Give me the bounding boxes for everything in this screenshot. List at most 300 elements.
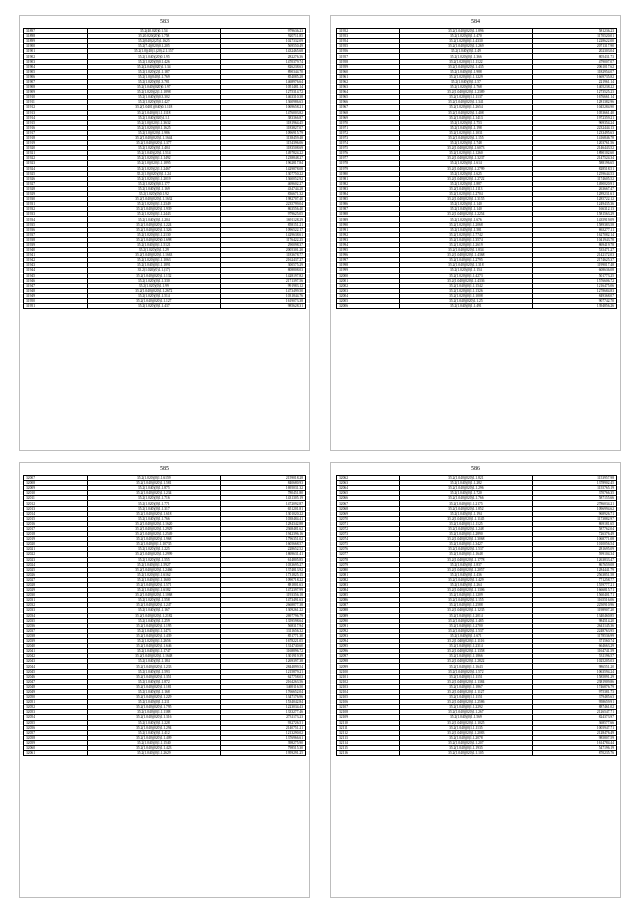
row-id-cell: 31934 bbox=[24, 217, 88, 222]
row-code-cell: 35.2(1.040)(0)1.1.569 bbox=[400, 715, 532, 720]
row-value-cell: 614805.85 bbox=[220, 557, 305, 562]
row-code-cell: 35.2(1.040)(020)1.1.618 bbox=[87, 511, 220, 516]
row-id-cell: 32075 bbox=[337, 542, 400, 547]
row-code-cell: 35.2(1.040)(020)1.1.1663 bbox=[87, 253, 220, 258]
row-id-cell: 32033 bbox=[24, 608, 88, 613]
row-id-cell: 32083 bbox=[337, 582, 400, 587]
row-code-cell: 35.2(1.040)(020)1.1.2389 bbox=[400, 90, 532, 95]
row-value-cell: 1376966.61 bbox=[220, 735, 305, 740]
row-value-cell: 1476003.82 bbox=[220, 110, 305, 115]
row-value-cell: 599104.34 bbox=[532, 552, 617, 557]
row-id-cell: 32027 bbox=[24, 577, 88, 582]
row-id-cell: 31904 bbox=[24, 64, 88, 69]
row-id-cell: 32110 bbox=[337, 720, 400, 725]
row-id-cell: 32029 bbox=[24, 588, 88, 593]
row-id-cell: 32062 bbox=[337, 476, 400, 481]
row-code-cell: 35.2(1.040)(20)0.1.95 bbox=[87, 54, 220, 59]
row-value-cell: 1619073.38 bbox=[220, 298, 305, 303]
row-code-cell: 35.2(1.040)(020)1.1.439 bbox=[87, 633, 220, 638]
row-value-cell: 851771.30 bbox=[220, 633, 305, 638]
row-id-cell: 32031 bbox=[24, 598, 88, 603]
data-table bbox=[23, 475, 306, 756]
row-code-cell: 35.2(1.040)(020)1.1.646 bbox=[87, 644, 220, 649]
row-value-cell: 547196.19 bbox=[532, 745, 617, 750]
row-code-cell: 35.2(1.020)(0)1.1.1063 bbox=[87, 258, 220, 263]
row-code-cell: 35.2(1.020)(0)1.1.6159 bbox=[87, 476, 220, 481]
row-value-cell: 2061017.62 bbox=[532, 64, 617, 69]
row-code-cell: 35.2(1.020)(0)1.1.140 bbox=[400, 202, 532, 207]
row-id-cell: 32071 bbox=[337, 521, 400, 526]
row-value-cell: 1155765.19 bbox=[532, 486, 617, 491]
row-value-cell: 920711.85 bbox=[220, 34, 305, 39]
row-code-cell: 35.2(1.040)(0)1.1.211 bbox=[87, 700, 220, 705]
row-value-cell: 379485.63 bbox=[532, 695, 617, 700]
row-id-cell: 32015 bbox=[24, 516, 88, 521]
row-code-cell: 35.2(1.020)(0)1.1.676 bbox=[400, 217, 532, 222]
row-code-cell: 35.2(1.040)(0)1.1.988 bbox=[400, 69, 532, 74]
row-id-cell: 31966 bbox=[337, 100, 400, 105]
row-id-cell: 32035 bbox=[24, 618, 88, 623]
row-id-cell: 32064 bbox=[337, 486, 400, 491]
row-code-cell: 35.2(1.040)(020)1.1.409 bbox=[87, 735, 220, 740]
row-code-cell: 35.2(1.020)(0)1.1.4273 bbox=[400, 273, 532, 278]
row-id-cell: 32101 bbox=[337, 674, 400, 679]
row-value-cell: 1170520.01 bbox=[532, 34, 617, 39]
row-value-cell: 1281382.96 bbox=[532, 100, 617, 105]
row-code-cell: 35.2(1.020)(0)1.1.(17) bbox=[87, 268, 220, 273]
row-id-cell: 31948 bbox=[24, 288, 88, 293]
row-id-cell: 31940 bbox=[24, 248, 88, 253]
row-value-cell: 808808.03 bbox=[220, 268, 305, 273]
row-id-cell: 32040 bbox=[24, 644, 88, 649]
row-value-cell: 863277.11 bbox=[532, 227, 617, 232]
row-code-cell: 35.2(1.040)(020)1.1.968 bbox=[87, 537, 220, 542]
row-code-cell: 35.2(1.040)(020)1.1.4368 bbox=[400, 253, 532, 258]
row-value-cell: 581236.23 bbox=[532, 29, 617, 34]
row-code-cell: 35.2(1.040)(0)1.1.2700 bbox=[400, 623, 532, 628]
page-number: 584 bbox=[471, 19, 480, 25]
row-id-cell: 31970 bbox=[337, 120, 400, 125]
row-code-cell: 35.2(1.040)(020)1.1.127 bbox=[87, 298, 220, 303]
table-row bbox=[337, 304, 617, 309]
row-code-cell: 35.2(1.040)(0)1.1.1473 bbox=[87, 628, 220, 633]
row-id-cell: 32016 bbox=[24, 521, 88, 526]
row-id-cell: 32020 bbox=[24, 542, 88, 547]
row-code-cell: 35.2(1.020)(0)1.1.1326 bbox=[400, 288, 532, 293]
row-value-cell: 2171397.56 bbox=[220, 278, 305, 283]
row-code-cell: 35.2(1.020)(0)1.1.771 bbox=[87, 501, 220, 506]
row-id-cell: 32103 bbox=[337, 684, 400, 689]
row-code-cell: 35.2(1.040)(0)1.1.2314 bbox=[400, 644, 532, 649]
row-code-cell: 35.2(1.020)(0)1.1.330 bbox=[87, 278, 220, 283]
row-value-cell: 1435919.09 bbox=[532, 217, 617, 222]
row-value-cell: 434744.28 bbox=[220, 186, 305, 191]
row-id-cell: 31961 bbox=[337, 74, 400, 79]
row-id-cell: 32094 bbox=[337, 639, 400, 644]
row-value-cell: 985628.31 bbox=[220, 304, 305, 309]
row-value-cell: 531196.57 bbox=[532, 654, 617, 659]
row-id-cell: 32090 bbox=[337, 618, 400, 623]
row-code-cell: 35.2(1.0401)(040)0.1.118 bbox=[87, 105, 220, 110]
row-id-cell: 31899 bbox=[24, 39, 88, 44]
row-value-cell: 1347176.96 bbox=[220, 695, 305, 700]
row-id-cell: 31967 bbox=[337, 105, 400, 110]
row-value-cell: 2142172.03 bbox=[532, 253, 617, 258]
row-id-cell: 32022 bbox=[24, 552, 88, 557]
row-value-cell: 479007.07 bbox=[532, 59, 617, 64]
row-code-cell: 35.2(1.040)(0)1.1.168 bbox=[87, 689, 220, 694]
row-value-cell: 1469116.50 bbox=[220, 684, 305, 689]
row-code-cell: 35.2(1.040)(0)1.1.2014 bbox=[400, 613, 532, 618]
row-value-cell: 1164741.59 bbox=[532, 649, 617, 654]
row-code-cell: 35.2(1.020)(0)1.1.1260 bbox=[400, 151, 532, 156]
row-id-cell: 31952 bbox=[337, 29, 400, 34]
row-value-cell: 300575.29 bbox=[220, 263, 305, 268]
row-id-cell: 31958 bbox=[337, 59, 400, 64]
row-id-cell: 31950 bbox=[24, 298, 88, 303]
row-code-cell: 35.2(1.040)(0)1.1.1600 bbox=[87, 577, 220, 582]
row-code-cell: 35.2(1.040)(0)1.1.1891 bbox=[87, 263, 220, 268]
row-code-cell: 35.2(1.020)(0)1.3.781 bbox=[87, 79, 220, 84]
row-value-cell: 383366.87 bbox=[220, 115, 305, 120]
row-code-cell: 35.2(1.020)(0)1.1.154 bbox=[400, 268, 532, 273]
row-id-cell: 31926 bbox=[24, 176, 88, 181]
row-value-cell: 588196.65 bbox=[532, 161, 617, 166]
row-value-cell: 1731825.15 bbox=[220, 572, 305, 577]
row-value-cell: 985807.59 bbox=[532, 735, 617, 740]
row-id-cell: 31918 bbox=[24, 135, 88, 140]
row-value-cell: 1263833.47 bbox=[532, 557, 617, 562]
row-value-cell: 2731173.23 bbox=[220, 715, 305, 720]
row-value-cell: 1676661.14 bbox=[532, 95, 617, 100]
row-id-cell: 31898 bbox=[24, 34, 88, 39]
row-value-cell: 881801.63 bbox=[220, 582, 305, 587]
row-value-cell: 849368.07 bbox=[532, 293, 617, 298]
row-code-cell: 35.2(1.040)(0)1.1.2795 bbox=[400, 258, 532, 263]
row-id-cell: 32003 bbox=[337, 288, 400, 293]
row-id-cell: 31976 bbox=[337, 151, 400, 156]
row-code-cell: 35.2(1.040)(020)1.1.181 bbox=[87, 684, 220, 689]
row-code-cell: 35.2(1.040)(020)1.1.2822 bbox=[400, 659, 532, 664]
row-value-cell: 2844899.54 bbox=[220, 664, 305, 669]
row-code-cell: 35.2(1.020)(0)1.1.2349 bbox=[87, 202, 220, 207]
row-value-cell: 1333277.46 bbox=[220, 710, 305, 715]
row-id-cell: 31968 bbox=[337, 110, 400, 115]
row-id-cell: 31977 bbox=[337, 156, 400, 161]
row-value-cell: 1666815.71 bbox=[532, 588, 617, 593]
row-id-cell: 31949 bbox=[24, 293, 88, 298]
row-code-cell: 35.2(1.0)(020)1.1.3632 bbox=[87, 120, 220, 125]
row-code-cell: 35.2(1.040)(020)1.1.247 bbox=[87, 603, 220, 608]
row-code-cell: 35.2(1.040)(020)1.1.852 bbox=[400, 506, 532, 511]
row-value-cell: 1394856.26 bbox=[532, 304, 617, 309]
row-id-cell: 32047 bbox=[24, 679, 88, 684]
row-id-cell: 32023 bbox=[24, 557, 88, 562]
row-value-cell: 1309261.22 bbox=[220, 608, 305, 613]
row-code-cell: 35.2(1.040)(020)1.1.25 bbox=[400, 298, 532, 303]
row-code-cell: 35.2(1.020)(0)1.1.748 bbox=[400, 141, 532, 146]
row-id-cell: 31957 bbox=[337, 54, 400, 59]
row-code-cell: 35.2(1.040)(020)1.1.294 bbox=[87, 725, 220, 730]
row-value-cell: 1534042.84 bbox=[220, 700, 305, 705]
row-value-cell: 1560401.71 bbox=[532, 593, 617, 598]
row-id-cell: 31902 bbox=[24, 54, 88, 59]
row-code-cell: 35.2(1.040)(0)1.1.1118 bbox=[87, 110, 220, 115]
row-code-cell: 35.2(1.040)(020)1.1.377 bbox=[87, 141, 220, 146]
row-code-cell: 35.2(1.040)(020)1.1.795 bbox=[87, 705, 220, 710]
row-value-cell: 1096522.17 bbox=[220, 227, 305, 232]
row-value-cell: 1869631.41 bbox=[220, 552, 305, 557]
row-value-cell: 1096915.79 bbox=[220, 130, 305, 135]
row-value-cell: 1285722.12 bbox=[532, 197, 617, 202]
row-id-cell: 31906 bbox=[24, 74, 88, 79]
row-id-cell: 31985 bbox=[337, 197, 400, 202]
row-value-cell: 1165516.06 bbox=[532, 598, 617, 603]
row-value-cell: 1627082.14 bbox=[532, 232, 617, 237]
row-value-cell: 836671.32 bbox=[220, 192, 305, 197]
row-code-cell: 35.2(1.040)(20)1.1.514 bbox=[87, 151, 220, 156]
row-code-cell: 35.2(1.020)(0)1.1.716 bbox=[87, 496, 220, 501]
row-code-cell: 35.2(1.040)(0)1.1.1935 bbox=[400, 745, 532, 750]
row-id-cell: 31921 bbox=[24, 151, 88, 156]
row-value-cell: 890344.70 bbox=[220, 69, 305, 74]
row-code-cell: 35.2(1.040)(0)1.1.49 bbox=[400, 49, 532, 54]
row-id-cell: 32018 bbox=[24, 532, 88, 537]
row-code-cell: 35.2(1.020)(0)1.1.2068 bbox=[400, 222, 532, 227]
row-code-cell: 35.2(1.040)(020)1.1.2799 bbox=[400, 166, 532, 171]
document-page-583 bbox=[19, 15, 310, 451]
row-value-cell: 1215879.21 bbox=[220, 669, 305, 674]
row-code-cell: 35.2(1.020)(0)1.1.2443 bbox=[87, 212, 220, 217]
row-id-cell: 31941 bbox=[24, 253, 88, 258]
row-id-cell: 31901 bbox=[24, 49, 88, 54]
row-value-cell: 2250910.96 bbox=[532, 603, 617, 608]
row-code-cell: 35.2(1.020)(0)1.1.404 bbox=[87, 146, 220, 151]
row-code-cell: 35.2(1.040)(020)1.1.248 bbox=[400, 526, 532, 531]
row-code-cell: 35.2(1.020)(0)0.1.1625 bbox=[87, 125, 220, 130]
row-code-cell: 35.2(1.040)(0)1.1.837 bbox=[400, 562, 532, 567]
row-id-cell: 32001 bbox=[337, 278, 400, 283]
row-value-cell: 1589383.58 bbox=[532, 222, 617, 227]
row-id-cell: 31938 bbox=[24, 237, 88, 242]
row-code-cell: 35.2(1.040)(0)1.1.872 bbox=[87, 679, 220, 684]
document-page-584 bbox=[330, 15, 621, 451]
row-value-cell: 2697796.79 bbox=[220, 613, 305, 618]
row-code-cell: 35.2(1.040)(0)1.1.875 bbox=[87, 486, 220, 491]
row-code-cell: 35.2(1.020)(0)1.1.753 bbox=[400, 120, 532, 125]
row-value-cell: 2146443.52 bbox=[532, 146, 617, 151]
row-value-cell: 984514.20 bbox=[532, 618, 617, 623]
row-id-cell: 32019 bbox=[24, 537, 88, 542]
row-id-cell: 31932 bbox=[24, 207, 88, 212]
row-value-cell: 907742.70 bbox=[532, 298, 617, 303]
row-id-cell: 31971 bbox=[337, 125, 400, 130]
row-id-cell: 32076 bbox=[337, 547, 400, 552]
row-value-cell: 1289231.61 bbox=[532, 192, 617, 197]
row-id-cell: 31991 bbox=[337, 227, 400, 232]
row-value-cell: 2248763.95 bbox=[532, 628, 617, 633]
row-value-cell: 1182954.07 bbox=[532, 69, 617, 74]
row-code-cell: 35.2(1.020)(0)1.1.1008 bbox=[400, 293, 532, 298]
row-value-cell: 2128476.49 bbox=[532, 730, 617, 735]
row-value-cell: 569550.49 bbox=[220, 44, 305, 49]
row-code-cell: 35.2(1.040)(0)1.1.2890 bbox=[400, 532, 532, 537]
row-id-cell: 31973 bbox=[337, 135, 400, 140]
row-id-cell: 32044 bbox=[24, 664, 88, 669]
row-id-cell: 32091 bbox=[337, 623, 400, 628]
row-value-cell: 1307750.22 bbox=[220, 171, 305, 176]
row-value-cell: 1428197.82 bbox=[220, 273, 305, 278]
row-value-cell: 398275.90 bbox=[220, 740, 305, 745]
row-value-cell: 1233495.63 bbox=[532, 130, 617, 135]
row-value-cell: 1168896.72 bbox=[220, 649, 305, 654]
row-value-cell: 1096994.62 bbox=[532, 506, 617, 511]
row-code-cell: 35.2(1.040)(0)1.1.317 bbox=[87, 506, 220, 511]
row-id-cell: 32008 bbox=[24, 481, 88, 486]
row-code-cell: 35.2(1.040)(020)1.1.2466 bbox=[87, 567, 220, 572]
row-value-cell: 1432465.68 bbox=[220, 49, 305, 54]
row-value-cell: 2668877.38 bbox=[220, 603, 305, 608]
row-code-cell: 35.2(1.020)(0)1.1.1492 bbox=[87, 156, 220, 161]
row-id-cell: 31900 bbox=[24, 44, 88, 49]
row-value-cell: 780451.80 bbox=[220, 491, 305, 496]
row-code-cell: 35.2(1.040)(020)1.1.1025 bbox=[400, 720, 532, 725]
row-value-cell: 975381.73 bbox=[532, 689, 617, 694]
row-id-cell: 31992 bbox=[337, 232, 400, 237]
row-id-cell: 32034 bbox=[24, 613, 88, 618]
row-value-cell: 1796351.02 bbox=[220, 537, 305, 542]
row-value-cell: 979625.05 bbox=[220, 212, 305, 217]
row-value-cell: 1378902.45 bbox=[532, 481, 617, 486]
row-value-cell: 2005301.20 bbox=[220, 248, 305, 253]
row-value-cell: 1193356.18 bbox=[220, 593, 305, 598]
row-value-cell: 1138459.48 bbox=[220, 135, 305, 140]
row-value-cell: 1473499.50 bbox=[220, 288, 305, 293]
row-id-cell: 31959 bbox=[337, 64, 400, 69]
row-code-cell: 35.2(1.040)(0)1.1.3427 bbox=[400, 542, 532, 547]
row-code-cell: 35.2(1.040)(020)1.1.1778 bbox=[400, 557, 532, 562]
row-value-cell: 1238848.27 bbox=[220, 156, 305, 161]
row-id-cell: 31994 bbox=[337, 242, 400, 247]
row-code-cell: 35.2(1.020)(0)0.1.177 bbox=[87, 181, 220, 186]
row-value-cell: 2162437.27 bbox=[220, 258, 305, 263]
row-code-cell: 35.2(1.040)(0)1.1.1867 bbox=[400, 684, 532, 689]
row-code-cell: 35.2(1.040)(020)1.1.1235 bbox=[400, 608, 532, 613]
row-id-cell: 31993 bbox=[337, 237, 400, 242]
row-id-cell: 32102 bbox=[337, 679, 400, 684]
row-value-cell: 826238.63 bbox=[220, 64, 305, 69]
row-value-cell: 1284342.88 bbox=[220, 521, 305, 526]
row-code-cell: 35.2(1.040)(0)1.1.10735 bbox=[87, 542, 220, 547]
row-code-cell: 35.2(1.040)(020)1.1.105 bbox=[400, 751, 532, 756]
row-id-cell: 31928 bbox=[24, 186, 88, 191]
row-code-cell: 35.2(40.020)0.1.54 bbox=[87, 29, 220, 34]
row-code-cell: 35.2(1.040)(0)1.1.1866 bbox=[400, 654, 532, 659]
row-value-cell: 1199017.48 bbox=[532, 263, 617, 268]
row-code-cell: 35.2(1.020)(0)1.1.887 bbox=[400, 181, 532, 186]
page-number: 585 bbox=[160, 466, 169, 472]
row-code-cell: 35.2(1.040)(0)1.1.140 bbox=[400, 207, 532, 212]
row-value-cell: 1691128.29 bbox=[220, 217, 305, 222]
row-code-cell: 35.2(1.040)(020)1.1.3237 bbox=[400, 156, 532, 161]
row-value-cell: 1033695.27 bbox=[220, 562, 305, 567]
row-value-cell: 1959291.25 bbox=[220, 751, 305, 756]
row-value-cell: 858151.21 bbox=[220, 222, 305, 227]
data-table bbox=[336, 28, 617, 309]
row-value-cell: 1041943.78 bbox=[532, 237, 617, 242]
row-id-cell: 32067 bbox=[337, 501, 400, 506]
row-id-cell: 32011 bbox=[24, 496, 88, 501]
row-id-cell: 31910 bbox=[24, 95, 88, 100]
row-id-cell: 32057 bbox=[24, 730, 88, 735]
row-value-cell: 371560.74 bbox=[532, 639, 617, 644]
row-id-cell: 32114 bbox=[337, 740, 400, 745]
row-code-cell: 35.2(1.040)(0)1.1.491 bbox=[400, 304, 532, 309]
row-id-cell: 31979 bbox=[337, 166, 400, 171]
row-code-cell: 35.2(1.040)(020)1.1.1384 bbox=[400, 679, 532, 684]
row-id-cell: 32066 bbox=[337, 496, 400, 501]
row-id-cell: 32061 bbox=[24, 751, 88, 756]
row-code-cell: 35.2(1.040)(0)1.1.2629 bbox=[87, 751, 220, 756]
row-code-cell: 35.2(1.040)(0)1.1.1542 bbox=[400, 283, 532, 288]
row-code-cell: 35.2(1.040)(0)1.1.1125 bbox=[400, 521, 532, 526]
row-id-cell: 32028 bbox=[24, 582, 88, 587]
row-id-cell: 32100 bbox=[337, 669, 400, 674]
row-id-cell: 31943 bbox=[24, 263, 88, 268]
row-id-cell: 32039 bbox=[24, 639, 88, 644]
row-value-cell: 568317.94 bbox=[220, 623, 305, 628]
row-code-cell: 35.2(1.040)(020)1.1.341 bbox=[400, 100, 532, 105]
row-value-cell: 1614784.44 bbox=[532, 740, 617, 745]
row-id-cell: 31931 bbox=[24, 202, 88, 207]
row-code-cell: 35.2(1.040)(020)1.1.1358 bbox=[400, 649, 532, 654]
row-value-cell: 979636.23 bbox=[220, 29, 305, 34]
row-id-cell: 32009 bbox=[24, 486, 88, 491]
row-value-cell: 2159018.28 bbox=[220, 476, 305, 481]
row-value-cell: 1031844.76 bbox=[220, 293, 305, 298]
row-value-cell: 627758.03 bbox=[220, 674, 305, 679]
row-code-cell: 35.2(1.040)(0)1.1.1643 bbox=[400, 664, 532, 669]
row-value-cell: 805431.73 bbox=[532, 54, 617, 59]
row-code-cell: 35.2(1.020)(0)1.1.4330 bbox=[400, 39, 532, 44]
row-code-cell: 35.2(1.040)(0)1.1.2588 bbox=[400, 603, 532, 608]
row-id-cell: 31954 bbox=[337, 39, 400, 44]
row-code-cell: 35.2(1.020)(0)1.1.2704 bbox=[400, 192, 532, 197]
row-id-cell: 32052 bbox=[24, 705, 88, 710]
row-code-cell: 35.2(1.040)(020)1.1.267 bbox=[400, 710, 532, 715]
row-id-cell: 32038 bbox=[24, 633, 88, 638]
page-number: 586 bbox=[471, 466, 480, 472]
row-value-cell: 2563851.58 bbox=[532, 572, 617, 577]
row-id-cell: 32045 bbox=[24, 669, 88, 674]
row-value-cell: 1942396.16 bbox=[220, 532, 305, 537]
row-code-cell: 35.2(1.040)(020)1.1.2586 bbox=[400, 700, 532, 705]
row-id-cell: 31913 bbox=[24, 110, 88, 115]
row-code-cell: 35.2(1.020)(0)1.1.99 bbox=[87, 283, 220, 288]
row-value-cell: 798515.30 bbox=[220, 745, 305, 750]
row-value-cell: 166312.13 bbox=[532, 207, 617, 212]
row-id-cell: 31914 bbox=[24, 115, 88, 120]
row-value-cell: 2235799.04 bbox=[220, 202, 305, 207]
row-value-cell: 1301020.22 bbox=[220, 511, 305, 516]
row-code-cell: 35.2(1.040)(0)1.1.194 bbox=[400, 511, 532, 516]
row-id-cell: 32053 bbox=[24, 710, 88, 715]
row-id-cell: 32072 bbox=[337, 526, 400, 531]
row-value-cell: 535471.27 bbox=[532, 248, 617, 253]
row-id-cell: 31975 bbox=[337, 146, 400, 151]
row-value-cell: 2164263.56 bbox=[220, 679, 305, 684]
row-id-cell: 32021 bbox=[24, 547, 88, 552]
